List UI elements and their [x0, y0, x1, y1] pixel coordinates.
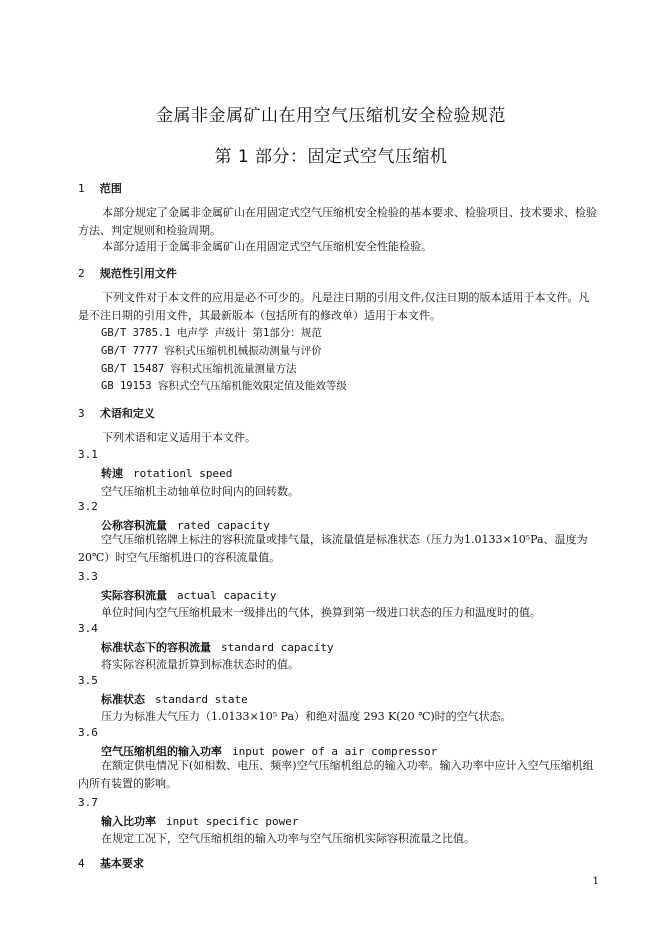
- term-heading: [101, 465, 232, 481]
- section-title: 规范性引用文件: [99, 267, 177, 280]
- section-heading-2: [78, 265, 177, 281]
- term-definition: 空气压缩机主动轴单位时间内的回转数。: [101, 485, 299, 498]
- section-heading-3: [78, 405, 155, 421]
- term-definition: 单位时间内空气压缩机最末一级排出的气体，换算到第一级进口状态的压力和温度时的值。: [101, 606, 541, 619]
- section-number: 1: [78, 182, 85, 195]
- term-heading: [101, 813, 298, 829]
- term-heading: [101, 691, 248, 707]
- reference-item: GB 19153 容积式空气压缩机能效限定值及能效等级: [101, 380, 347, 392]
- term-cn: 标准状态: [101, 693, 145, 706]
- term-definition: 压力为标准大气压力（1.0133×10⁵ Pa）和绝对温度 293 K(20 ℃)时的空气状态。: [101, 710, 512, 723]
- references-intro: 下列文件对于本文件的应用是必不可少的。凡是注日期的引用文件,仅注日期的版本适用于本文件。凡是不注日期的引用文件，其最新版本（包括所有的修改单）适用于本文件。: [78, 291, 590, 322]
- scope-paragraph-2: 本部分适用于金属非金属矿山在用固定式空气压缩机安全性能检验。: [102, 240, 432, 253]
- term-heading: [101, 639, 334, 655]
- reference-item: GB/T 7777 容积式压缩机机械振动测量与评价: [101, 345, 322, 357]
- section-number: 4: [78, 857, 85, 870]
- term-number: 3.1: [78, 448, 98, 461]
- term-number: 3.4: [78, 622, 98, 635]
- term-definition: 在额定供电情况下(如相数、电压、频率)空气压缩机组总的输入功率。输入功率中应计入空气压缩机组内所有装置的影响。: [78, 759, 594, 790]
- term-en: input specific power: [166, 815, 299, 828]
- term-number: 3.7: [78, 796, 98, 809]
- term-en: standard capacity: [221, 641, 334, 654]
- section-number: 3: [78, 407, 85, 420]
- term-number: 3.5: [78, 674, 98, 687]
- term-cn: 转速: [101, 467, 123, 480]
- term-definition: 空气压缩机铭牌上标注的容积流量或排气量，该流量值是标准状态（压力为1.0133×10⁵Pa、温度为20℃）时空气压缩机进口的容积流量值。: [78, 533, 588, 564]
- terms-intro: 下列术语和定义适用于本文件。: [102, 431, 256, 444]
- term-cn: 公称容积流量: [101, 519, 167, 532]
- term-heading: [101, 587, 276, 603]
- term-definition: 将实际容积流量折算到标准状态时的值。: [101, 658, 299, 671]
- section-title: 范围: [99, 182, 122, 195]
- term-cn: 空气压缩机组的输入功率: [101, 745, 222, 758]
- section-title: 术语和定义: [99, 407, 155, 420]
- reference-item: GB/T 3785.1 电声学 声级计 第1部分：规范: [101, 327, 322, 339]
- term-en: rotationl speed: [133, 467, 233, 480]
- term-number: 3.2: [78, 500, 98, 513]
- term-definition: 在规定工况下，空气压缩机组的输入功率与空气压缩机实际容积流量之比值。: [101, 832, 475, 845]
- section-heading-4: [78, 855, 144, 871]
- term-en: input power of a air compressor: [232, 745, 438, 758]
- section-title: 基本要求: [99, 857, 144, 870]
- term-en: rated capacity: [177, 519, 270, 532]
- section-heading-1: [78, 180, 122, 196]
- page-number: 1: [592, 876, 599, 887]
- term-cn: 实际容积流量: [101, 589, 167, 602]
- term-number: 3.3: [78, 570, 98, 583]
- document-title: 金属非金属矿山在用空气压缩机安全检验规范: [156, 106, 506, 126]
- term-en: actual capacity: [177, 589, 277, 602]
- scope-paragraph-1: 本部分规定了金属非金属矿山在用固定式空气压缩机安全检验的基本要求、检验项目、技术要求、检验方法、判定规则和检验周期。: [78, 206, 597, 237]
- term-number: 3.6: [78, 726, 98, 739]
- term-cn: 标准状态下的容积流量: [101, 641, 211, 654]
- term-en: standard state: [155, 693, 248, 706]
- section-number: 2: [78, 267, 85, 280]
- document-subtitle: 第 1 部分：固定式空气压缩机: [214, 147, 448, 167]
- reference-item: GB/T 15487 容积式压缩机流量测量方法: [101, 363, 297, 375]
- term-cn: 输入比功率: [101, 815, 156, 828]
